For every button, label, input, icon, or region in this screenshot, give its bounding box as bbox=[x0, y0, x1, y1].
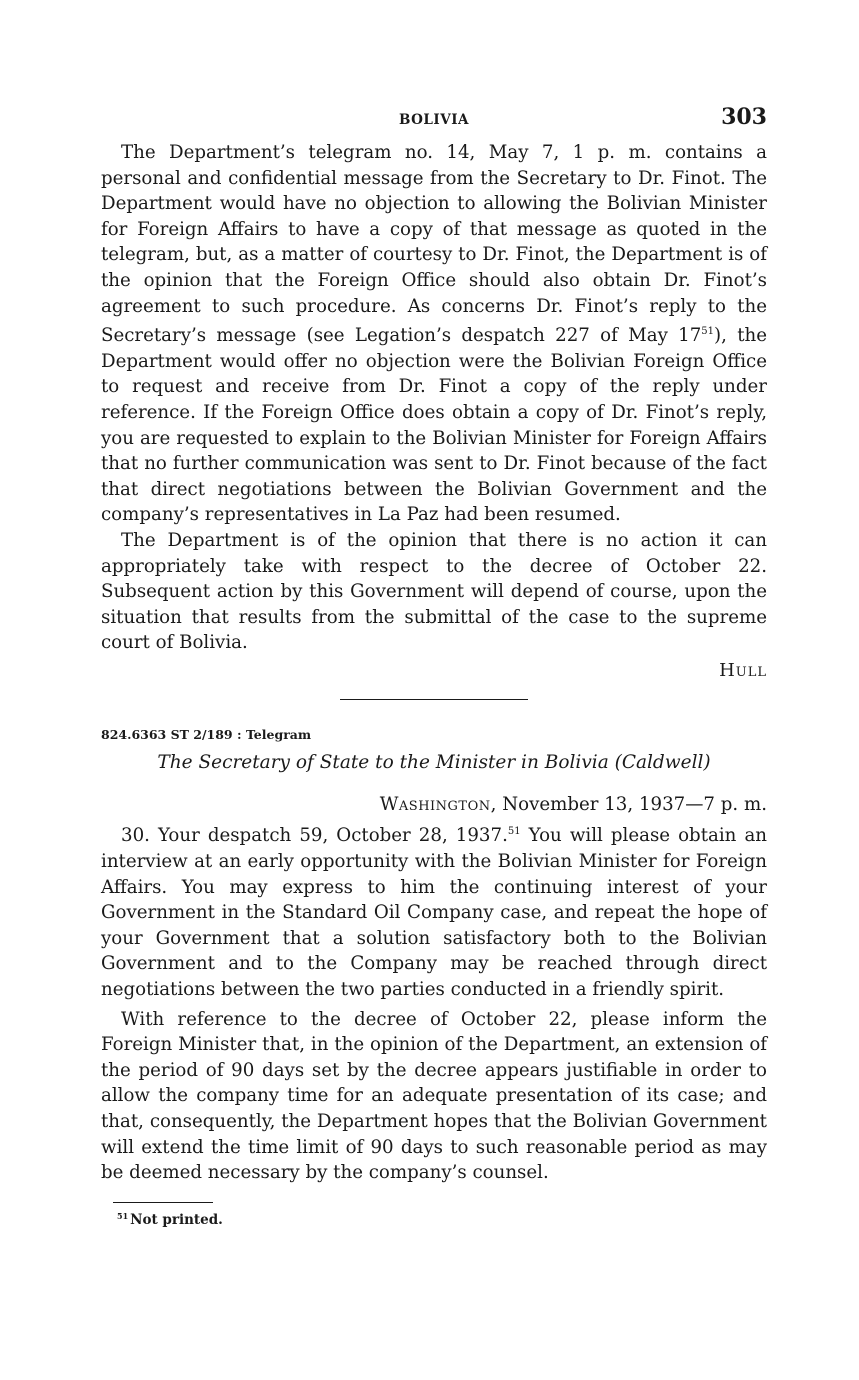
footnote-text: Not printed. bbox=[130, 1211, 223, 1228]
file-reference: 824.6363 ST 2/189 : Telegram bbox=[101, 726, 312, 742]
footnote-reference: 51 bbox=[701, 326, 715, 338]
section-2-paragraph-1-text-a: 30. Your despatch 59, October 28, 1937. bbox=[121, 825, 508, 847]
dateline-date: , November 13, 1937—7 p. m. bbox=[490, 793, 767, 815]
section-1-body bbox=[101, 140, 767, 656]
section-1-paragraph-1-text-b: ), the Department would offer no objection were the Bolivian Foreign Office to request and receive from Dr. Finot a copy of the reply under reference. If the Foreign Office does obtain a copy of Dr. Finot’s reply, you are requested to explain to the Bolivian Minister for Foreign Affairs that no further communication was sent to Dr. Finot because of the fact that direct negotiations between the Bolivian Government and the company’s representatives in La Paz had been resumed. bbox=[101, 325, 767, 526]
footnote bbox=[117, 1211, 767, 1228]
document-title: The Secretary of State to the Minister in Bolivia (Caldwell) bbox=[157, 751, 711, 773]
section-divider bbox=[340, 699, 528, 700]
signature: Hull bbox=[719, 659, 767, 681]
footnote-reference: 51 bbox=[507, 826, 521, 838]
page-number: 303 bbox=[721, 104, 767, 130]
section-1-paragraph-1-text-a: The Department’s telegram no. 14, May 7, 1 p. m. contains a personal and confidential message from the Secretary to Dr. Finot. The Department would have no objection to allowing the Bolivian Minister for Foreign Affairs to have a copy of that message as quoted in the telegram, but, as a matter of courtesy to Dr. Finot, the Department is of the opinion that the Foreign Office should also obtain Dr. Finot’s agreement to such procedure. As concerns Dr. Finot’s reply to the Secretary’s message (see Legation’s despatch 227 of May 17 bbox=[101, 142, 767, 347]
section-1-paragraph-2: The Department is of the opinion that there is no action it can appropriately take with respect to the decree of October 22. Subsequent action by this Government will depend of course, upon the situation that results from the submittal of the case to the supreme court of Bolivia. bbox=[101, 529, 767, 654]
section-2-paragraph-2: With reference to the decree of October 22, please inform the Foreign Minister that, in the opinion of the Department, an extension of the period of 90 days set by the decree appears justifiable in order to allow the company time for an adequate presentation of its case; and that, consequently, the Department hopes that the Bolivian Government will extend the time limit of 90 days to such reasonable period as may be deemed necessary by the company’s counsel. bbox=[101, 1008, 767, 1184]
footnote-number: 51 bbox=[117, 1210, 129, 1221]
section-1-paragraph-1 bbox=[101, 140, 767, 528]
running-title: BOLIVIA bbox=[399, 112, 469, 128]
section-2-paragraph-1-text-b: You will please obtain an interview at an early opportunity with the Bolivian Minister for Foreign Affairs. You may express to him the continuing interest of your Government in the Standard Oil Company case, and repeat the hope of your Government that a solution satisfactory both to the Bolivian Government and to the Company may be reached through direct negotiations between the two parties conducted in a friendly spirit. bbox=[101, 825, 768, 1001]
running-header bbox=[101, 100, 767, 140]
dateline bbox=[101, 792, 767, 818]
document-page bbox=[101, 100, 767, 1228]
dateline-place: Washington bbox=[379, 793, 491, 815]
section-2-body bbox=[101, 819, 767, 1185]
section-2-paragraph-1 bbox=[101, 819, 767, 1002]
footnote-rule bbox=[113, 1202, 213, 1203]
